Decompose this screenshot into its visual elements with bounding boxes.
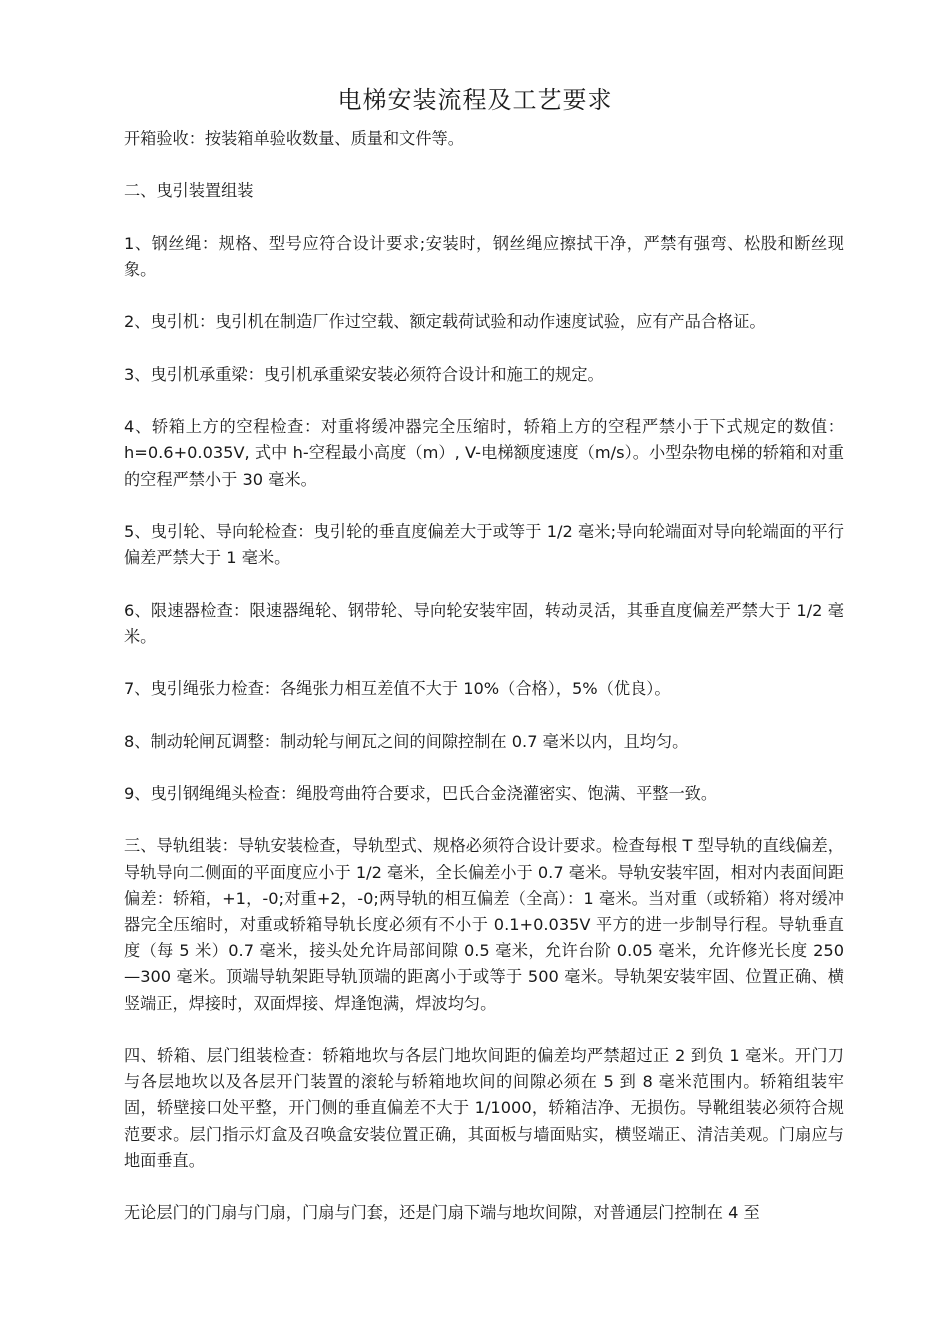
paragraph-door-gap: 无论层门的门扇与门扇，门扇与门套，还是门扇下端与地坎间隙，对普通层门控制在 4 至: [124, 1203, 760, 1223]
paragraph-overhead-clearance: 4、轿箱上方的空程检查：对重将缓冲器完全压缩时，轿箱上方的空程严禁小于下式规定的数值：h=0.6+0.035V, 式中 h-空程最小高度（m）, V-电梯额度速度（m/s）。小型杂物电梯的轿箱和对重的空程严禁小于 30 毫米。: [124, 417, 844, 489]
paragraph-rope-end: 9、曳引钢绳绳头检查：绳股弯曲符合要求，巴氏合金浇灌密实、饱满、平整一致。: [124, 783, 718, 803]
document-title: 电梯安装流程及工艺要求: [337, 86, 613, 114]
section-car-landing-door: 四、轿箱、层门组装检查：轿箱地坎与各层门地坎间距的偏差均严禁超过正 2 到负 1 毫米。开门刀与各层地坎以及各层开门装置的滚轮与轿箱地坎间的间隙必须在 5 到 8 毫米范围内。轿箱组装牢固，轿壁接口处平整，开门侧的垂直偏差不大于 1/1000，轿箱洁净、无损伤。导靴组装必须符合规范要求。层门指示灯盒及召唤盒安装位置正确，其面板与墙面贴实，横竖端正、清洁美观。门扇应与地面垂直。: [124, 1045, 844, 1170]
section-guide-rail: 三、导轨组装：导轨安装检查，导轨型式、规格必须符合设计要求。检查每根 T 型导轨的直线偏差，导轨导向二侧面的平面度应小于 1/2 毫米，全长偏差小于 0.7 毫米。导轨安装牢固，相对内表面间距偏差：轿箱，+1，-0;对重+2，-0;两导轨的相互偏差（全高）：1 毫米。当对重（或轿箱）将对缓冲器完全压缩时，对重或轿箱导轨长度必须有不小于 0.1+0.035V 平方的进一步制导行程。导轨垂直度（每 5 米）0.7 毫米，接头处允许局部间隙 0.5 毫米，允许台阶 0.05 毫米，允许修光长度 250—300 毫米。顶端导轨架距导轨顶端的距离小于或等于 500 毫米。导轨架安装牢固、位置正确、横竖端正，焊接时，双面焊接、焊逢饱满，焊波均匀。: [124, 836, 844, 1013]
paragraph-brake-adjust: 8、制动轮闸瓦调整：制动轮与闸瓦之间的间隙控制在 0.7 毫米以内，且均匀。: [124, 731, 689, 751]
document-body: [124, 126, 844, 1253]
paragraph-load-beam: 3、曳引机承重梁：曳引机承重梁安装必须符合设计和施工的规定。: [124, 364, 604, 384]
section-heading-traction: 二、曳引装置组装: [124, 181, 254, 201]
paragraph-sheave-check: 5、曳引轮、导向轮检查：曳引轮的垂直度偏差大于或等于 1/2 毫米;导向轮端面对导向轮端面的平行偏差严禁大于 1 毫米。: [124, 521, 844, 568]
paragraph-governor-check: 6、限速器检查：限速器绳轮、钢带轮、导向轮安装牢固，转动灵活，其垂直度偏差严禁大于 1/2 毫米。: [124, 600, 844, 646]
paragraph-traction-machine: 2、曳引机：曳引机在制造厂作过空载、额定载荷试验和动作速度试验，应有产品合格证。: [124, 312, 766, 332]
paragraph-inspection: 开箱验收：按装箱单验收数量、质量和文件等。: [124, 129, 464, 148]
paragraph-wire-rope: 1、钢丝绳：规格、型号应符合设计要求;安装时，钢丝绳应擦拭干净，严禁有强弯、松股和断丝现象。: [124, 233, 844, 279]
paragraph-rope-tension: 7、曳引绳张力检查：各绳张力相互差值不大于 10%（合格），5%（优良）。: [124, 679, 671, 699]
